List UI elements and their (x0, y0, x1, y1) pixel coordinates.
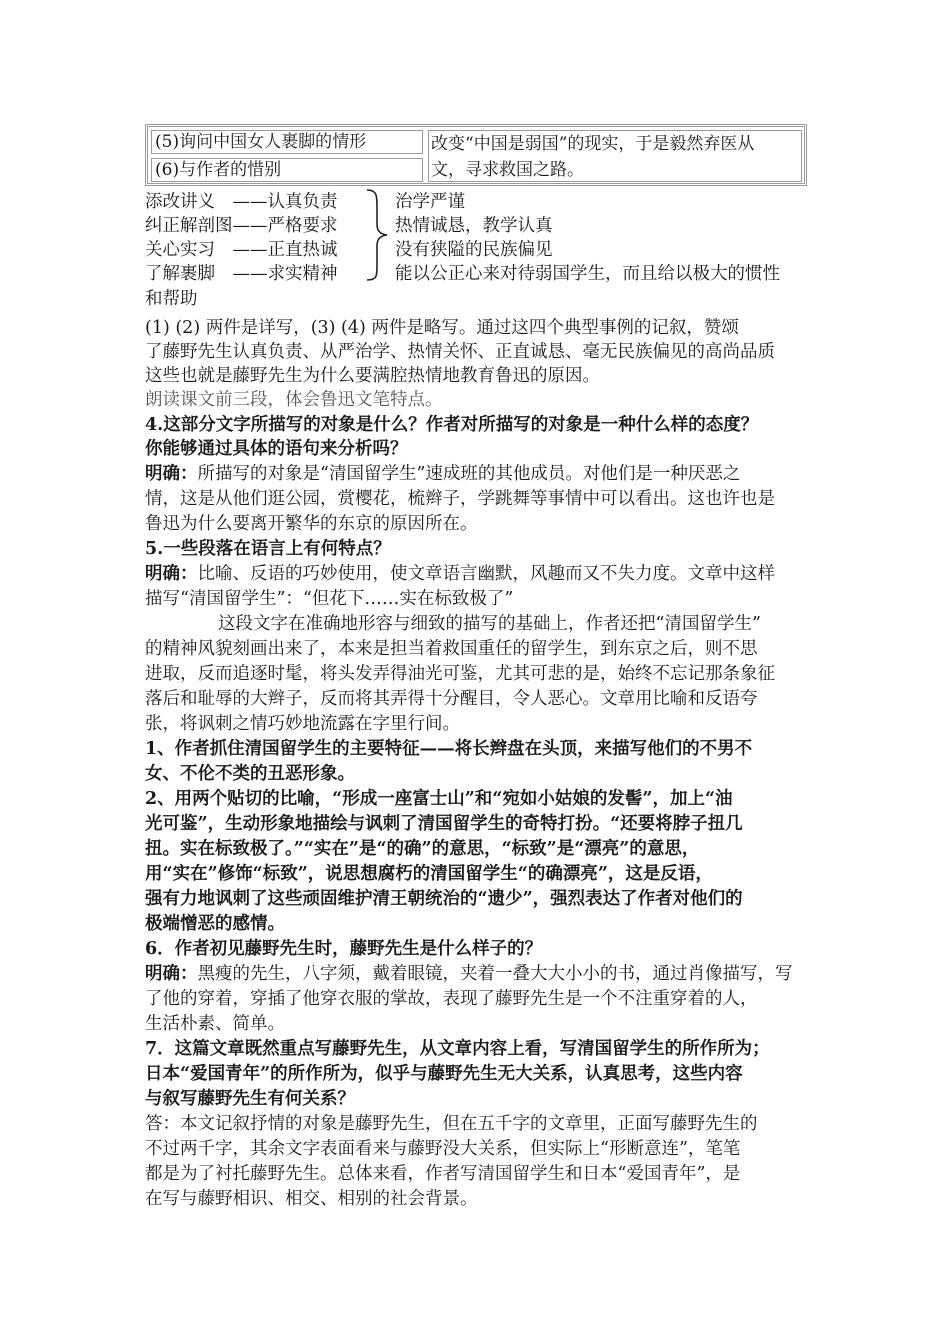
summary-left-1: 添改讲义 ——认真负责 (145, 192, 338, 212)
summary-right-2: 热情诚恳，教学认真 (395, 216, 553, 236)
q7-answer-4: 在写与藤野相识、相交、相别的社会背景。 (145, 1189, 478, 1209)
q6-answer-2: 了他的穿着，穿插了他穿衣服的掌故，表现了藤野先生是一个不注重穿着的人， (145, 989, 758, 1009)
para-a-line-2: 了藤野先生认真负责、从严治学、热情关怀、正直诚恳、毫无民族偏见的高尚品质 (145, 342, 775, 362)
q7-answer-2: 不过两千字，其余文字表面看来与藤野没大关系，但实际上“形断意连”，笔笔 (145, 1139, 741, 1159)
summary-left-3: 关心实习 ——正直热诚 (145, 240, 338, 260)
read-hint: 朗读课文前三段，体会鲁迅文笔特点。 (145, 390, 443, 410)
q6-answer-3: 生活朴素、简单。 (145, 1014, 285, 1034)
bold2-line-2: 光可鉴”，生动形象地描绘与讽刺了清国留学生的奇特打扮。“还要将脖子扭几 (145, 814, 743, 834)
table-cell-row2-left: (6)与作者的惜别 (151, 158, 423, 182)
q7-line-2: 日本“爱国青年”的所作所为，似乎与藤野先生无大关系，认真思考，这些内容 (145, 1064, 743, 1084)
bold1-line-2: 女、不伦不类的丑恶形象。 (145, 764, 355, 784)
curly-brace-icon (363, 188, 391, 282)
q7-line-3: 与叙写藤野先生有何关系？ (145, 1089, 355, 1109)
q5-answer-label: 明确： (145, 564, 198, 584)
bold2-line-1: 2、用两个贴切的比喻，“形成一座富士山”和“宛如小姑娘的发髻”，加上“油 (145, 789, 733, 809)
q5-para-3: 进取，反而追逐时髦，将头发弄得油光可鉴，尤其可悲的是，始终不忘记那条象征 (145, 664, 775, 684)
q6-answer-1 (145, 962, 793, 986)
summary-tail: 和帮助 (145, 289, 198, 309)
q4-line-1: 4.这部分文字所描写的对象是什么？作者对所描写的对象是一种什么样的态度？ (145, 415, 759, 435)
summary-right-3: 没有狭隘的民族偏见 (395, 240, 553, 260)
q6-question: 6．作者初见藤野先生时，藤野先生是什么样子的？ (145, 939, 543, 959)
q4-answer-1 (145, 462, 740, 486)
q5-para-1: 这段文字在准确地形容与细致的描写的基础上，作者还把“清国留学生” (218, 614, 761, 634)
q4-answer-2: 情，这是从他们逛公园，赏樱花，梳辫子，学跳舞等事情中可以看出。这也许也是 (145, 489, 775, 509)
q7-answer-1: 答：本文记叙抒情的对象是藤野先生，但在五千字的文章里，正面写藤野先生的 (145, 1114, 758, 1134)
bold2-line-6: 极端憎恶的感情。 (145, 914, 285, 934)
table-cell-right (428, 130, 802, 182)
q5-para-4: 落后和耻辱的大辫子，反而将其弄得十分醒目，令人恶心。文章用比喻和反语夸 (145, 689, 758, 709)
summary-left-2: 纠正解剖图——严格要求 (145, 216, 338, 236)
q6-answer-text-1: 黑瘦的先生，八字须，戴着眼镜，夹着一叠大大小小的书，通过肖像描写，写 (197, 964, 793, 984)
q5-para-5: 张，将讽刺之情巧妙地流露在字里行间。 (145, 714, 460, 734)
table-right-line-1: 改变“中国是弱国”的现实，于是毅然弃医从 (431, 134, 755, 154)
q5-answer-1 (145, 562, 775, 586)
q5-para-2: 的精神风貌刻画出来了，本来是担当着救国重任的留学生，到东京之后，则不思 (145, 639, 758, 659)
summary-table (145, 124, 807, 186)
q5-answer-2: 描写“清国留学生”：“但花下……实在标致极了” (145, 589, 514, 609)
q6-answer-label: 明确： (145, 964, 198, 984)
q4-answer-3: 鲁迅为什么要离开繁华的东京的原因所在。 (145, 514, 478, 534)
summary-right-4: 能以公正心来对待弱国学生，而且给以极大的惯性 (395, 264, 780, 284)
summary-left-4: 了解裹脚 ——求实精神 (145, 264, 338, 284)
q7-answer-3: 都是为了衬托藤野先生。总体来看，作者写清国留学生和日本“爱国青年”，是 (145, 1164, 741, 1184)
table-right-line-2: 文，寻求救国之路。 (431, 160, 584, 180)
q4-answer-label: 明确： (145, 464, 198, 484)
bold2-line-4: 用“实在”修饰“标致”，说思想腐朽的清国留学生“的确漂亮”，这是反语， (145, 864, 713, 884)
bold2-line-3: 扭。实在标致极了。”“实在”是“的确”的意思，“标致”是“漂亮”的意思， (145, 839, 700, 859)
bold1-line-1: 1、作者抓住清国留学生的主要特征——将长辫盘在头顶，来描写他们的不男不 (145, 739, 753, 759)
q5-answer-text-1: 比喻、反语的巧妙使用，使文章语言幽默，风趣而又不失力度。文章中这样 (197, 564, 775, 584)
summary-right-1: 治学严谨 (395, 192, 465, 212)
q4-line-2: 你能够通过具体的语句来分析吗？ (145, 439, 408, 459)
para-a-line-3: 这些也就是藤野先生为什么要满腔热情地教育鲁迅的原因。 (145, 366, 600, 386)
table-cell-row1-left: (5)询问中国女人裹脚的情形 (151, 130, 423, 154)
q4-answer-text-1: 所描写的对象是“清国留学生”速成班的其他成员。对他们是一种厌恶之 (197, 464, 741, 484)
q5-question: 5.一些段落在语言上有何特点？ (145, 539, 391, 559)
q7-line-1: 7．这篇文章既然重点写藤野先生，从文章内容上看，写清国留学生的所作所为； (145, 1039, 770, 1059)
bold2-line-5: 强有力地讽刺了这些顽固维护清王朝统治的“遗少”，强烈表达了作者对他们的 (145, 889, 743, 909)
para-a-line-1: (1) (2) 两件是详写，(3) (4) 两件是略写。通过这四个典型事例的记叙，赞颂 (145, 318, 739, 338)
